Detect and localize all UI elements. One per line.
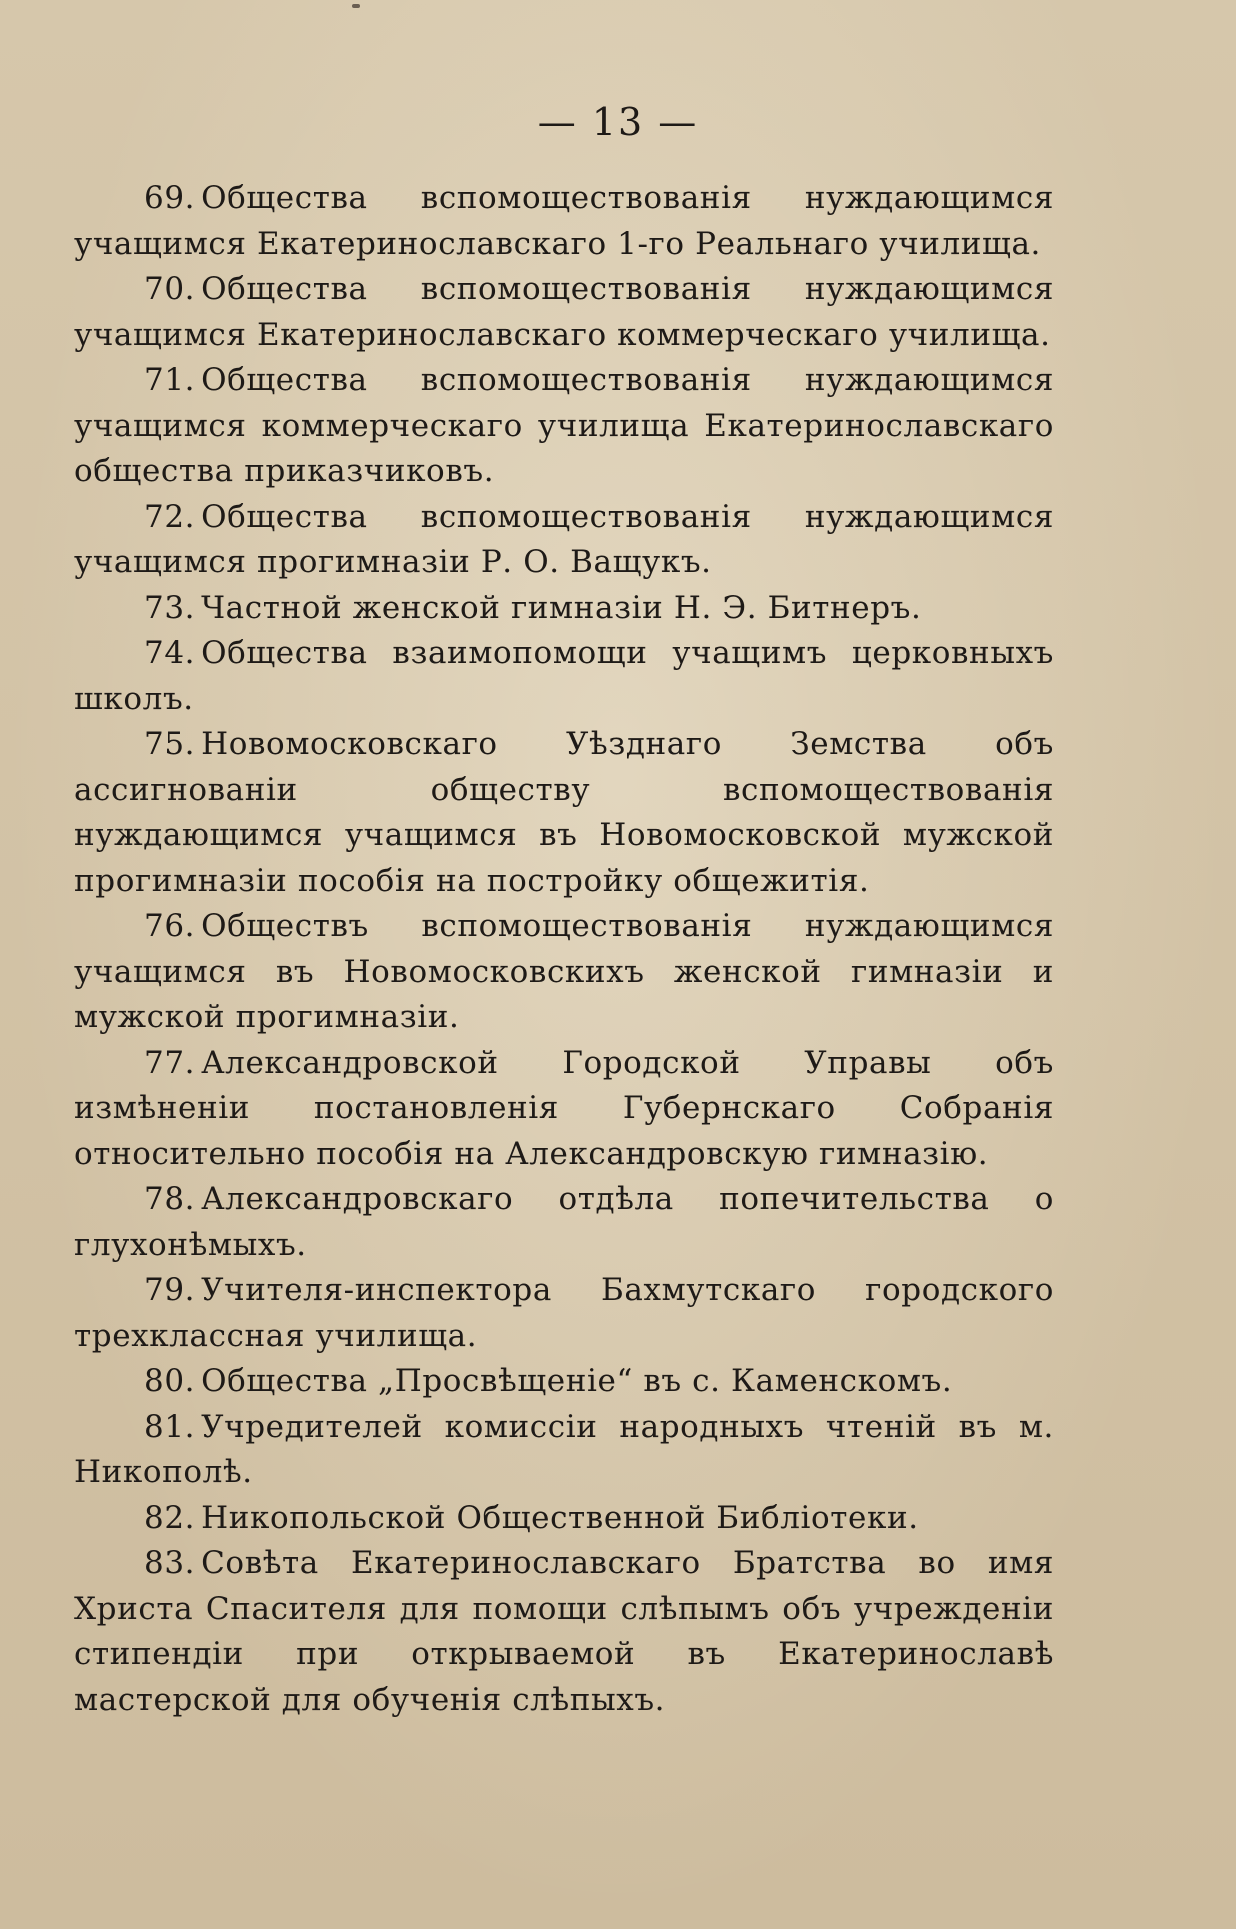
entry-79 [74,1268,1054,1359]
page-number: — 13 — [537,100,699,144]
entry-number: 72. [144,498,196,535]
entry-80 [74,1359,1054,1405]
entry-number: 74. [144,635,196,671]
entry-text: Александровской Городской Управы объ измѣненіи постановленія Губернскаго Собранія относительно пособія на Александровскую гимназію. [74,1044,1054,1172]
entry-82 [74,1496,1054,1542]
entry-71 [74,358,1054,495]
entry-list [74,176,1054,1723]
entry-number: 70. [144,271,196,307]
entry-text: Общества „Просвѣщеніе“ въ с. Каменскомъ. [201,1363,953,1399]
entry-83 [74,1541,1054,1723]
entry-text: Обществъ вспомоществованія нуждающимся учащимся въ Новомосковскихъ женской гимназіи и мужской прогимназіи. [74,908,1054,1035]
entry-number: 69. [144,180,196,216]
entry-74 [74,631,1054,722]
entry-text: Общества вспомоществованія нуждающимся учащимся коммерческаго училища Екатеринославскаго общества приказчиковъ. [74,362,1054,489]
entry-73 [74,586,1054,632]
entry-text: Общества вспомоществованія нуждающимся учащимся Екатеринославскаго 1-го Реальнаго училища. [74,180,1054,262]
entry-text: Александровскаго отдѣла попечительства о глухонѣмыхъ. [74,1181,1054,1263]
entry-76 [74,904,1054,1041]
entry-text: Совѣта Екатеринославскаго Братства во имя Христа Спасителя для помощи слѣпымъ объ учрежденіи стипендіи при открываемой въ Екатеринославѣ мастерской для обученія слѣпыхъ. [74,1545,1054,1718]
entry-70 [74,267,1054,358]
entry-number: 71. [144,362,196,398]
entry-text: Новомосковскаго Уѣзднаго Земства объ ассигнованіи обществу вспомоществованія нуждающимся учащимся въ Новомосковской мужской прогимназіи пособія на постройку общежитія. [74,726,1054,899]
entry-72 [74,495,1054,586]
entry-number: 79. [144,1272,196,1308]
entry-number: 73. [144,589,196,626]
entry-text: Частной женской гимназіи Н. Э. Битнеръ. [201,589,922,626]
entry-number: 82. [144,1499,196,1536]
entry-number: 80. [144,1363,196,1399]
entry-69 [74,176,1054,267]
entry-77 [74,1041,1054,1178]
entry-number: 78. [144,1181,196,1217]
entry-text: Общества вспомоществованія нуждающимся учащимся Екатеринославскаго коммерческаго училища. [74,271,1054,353]
entry-number: 81. [144,1408,196,1445]
ink-speck [352,4,360,8]
entry-text: Учредителей комиссіи народныхъ чтеній въ м. Никополѣ. [74,1408,1054,1490]
entry-text: Общества вспомоществованія нуждающимся учащимся прогимназіи Р. О. Ващукъ. [74,498,1054,580]
entry-number: 83. [144,1545,196,1581]
entry-number: 75. [144,726,196,762]
entry-text: Общества взаимопомощи учащимъ церковныхъ школъ. [74,635,1054,717]
entry-81 [74,1405,1054,1496]
entry-number: 76. [144,908,196,944]
entry-text: Учителя-инспектора Бахмутскаго городского трехклассная училища. [74,1272,1054,1354]
entry-75 [74,722,1054,904]
entry-text: Никопольской Общественной Библіотеки. [201,1499,919,1536]
entry-78 [74,1177,1054,1268]
entry-number: 77. [144,1044,196,1081]
